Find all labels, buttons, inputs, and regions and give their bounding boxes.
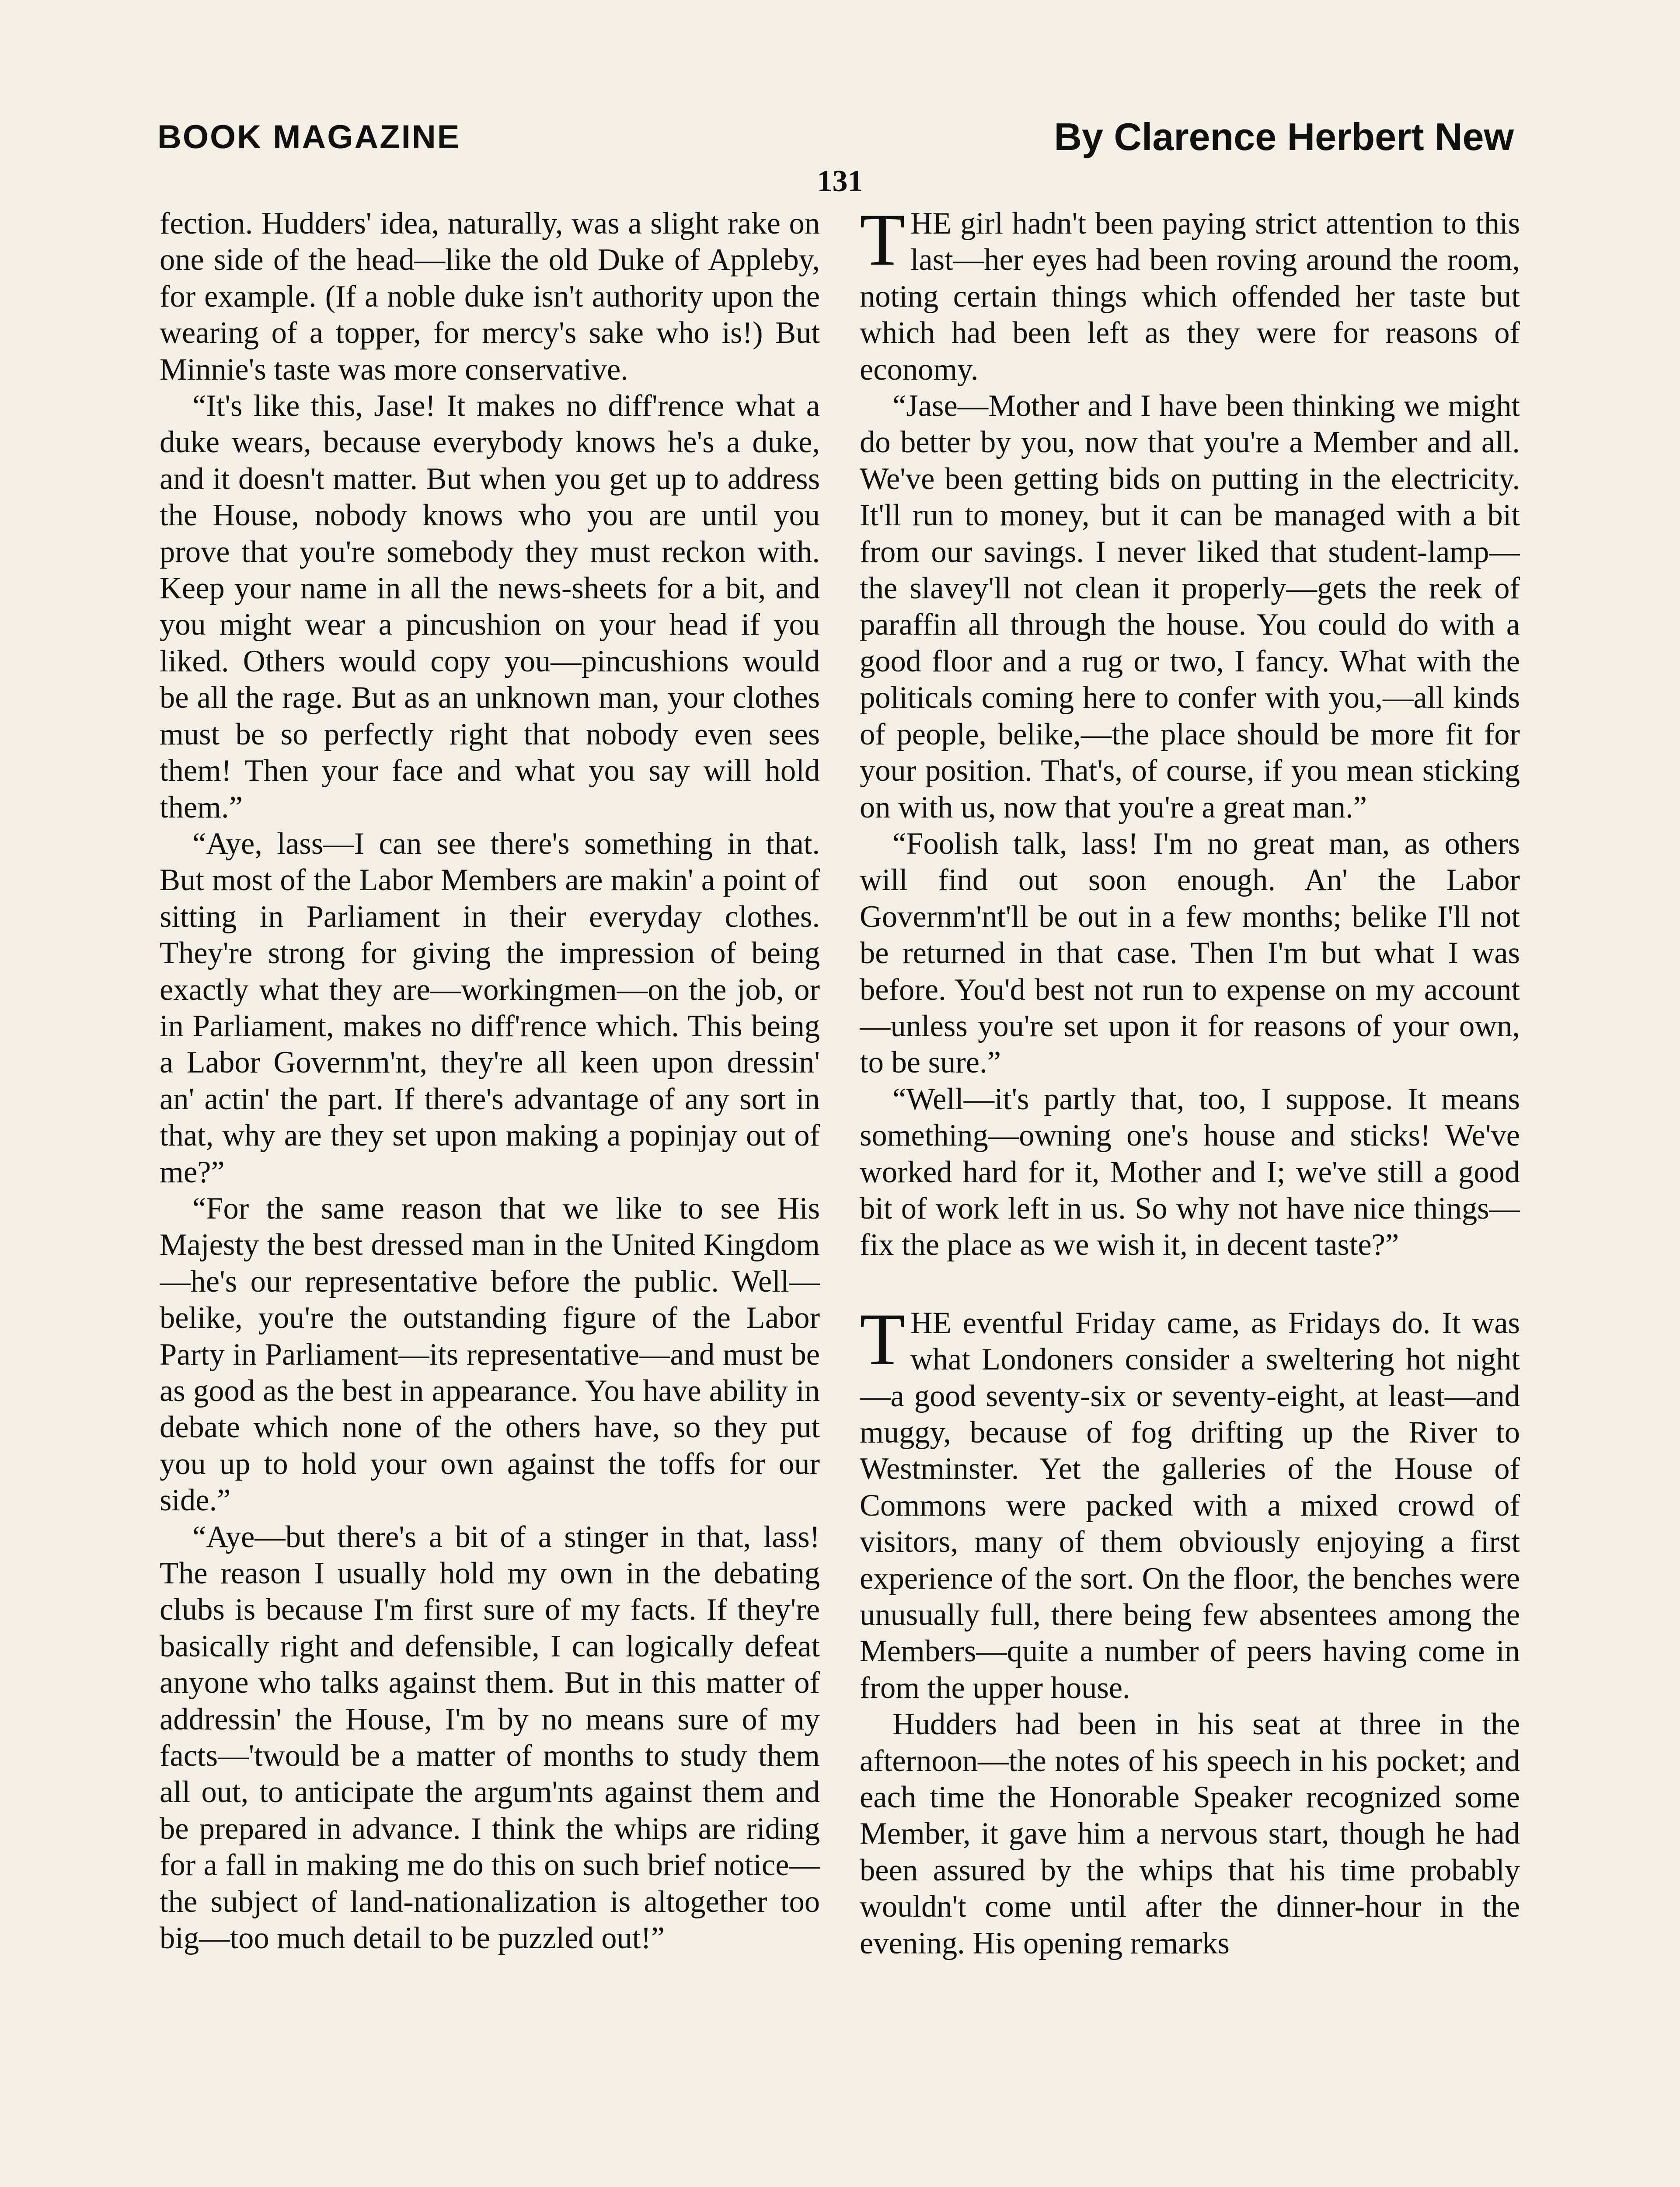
paragraph: “Foolish talk, lass! I'm no great man, as others will find out soon enough. An' the Labor Governm'nt'll be out in a few months; belike I'll not be returned in that case. Then I'm but what I was before. You'd best not run to expense on my account—unless you're set upon it for reasons of your own, to be sure.”: [860, 826, 1520, 1080]
paragraph: “Jase—Mother and I have been thinking we might do better by you, now that you're a Member and all. We've been getting bids on putting in the electricity. It'll run to money, but it can be managed with a bit from our savings. I never liked that student-lamp—the slavey'll not clean it properly—gets the reek of paraffin all through the house. You could do with a good floor and a rug or two, I fancy. What with the politicals coming here to confer with you,—all kinds of people, belike,—the place should be more fit for your position. That's, of course, if you mean sticking on with us, now that you're a great man.”: [860, 389, 1520, 824]
paragraph-text: HE girl hadn't been paying strict attention to this last—her eyes had been roving around the room, noting certain things which offended her taste but which had been left as they were for reasons of economy.: [860, 206, 1520, 387]
right-text-column: [860, 206, 1520, 2187]
paragraph-with-dropcap: [860, 206, 1520, 388]
left-text-column: [160, 206, 820, 2187]
paragraph: Hudders had been in his seat at three in the afternoon—the notes of his speech in his pocket; and each time the Honorable Speaker recognized some Member, it gave him a nervous start, though he had been assured by the whips that his time probably wouldn't come until after the dinner-hour in the evening. His opening remarks: [860, 1707, 1520, 1960]
paragraph: “It's like this, Jase! It makes no diff'rence what a duke wears, because everybody knows he's a duke, and it doesn't matter. But when you get up to address the House, nobody knows who you are until you prove that you're somebody they must reckon with. Keep your name in all the news-sheets for a bit, and you might wear a pincushion on your head if you liked. Others would copy you—pincushions would be all the rage. But as an unknown man, your clothes must be so perfectly right that nobody even sees them! Then your face and what you say will hold them.”: [160, 389, 820, 824]
running-header-title: BOOK MAGAZINE: [157, 119, 461, 156]
drop-cap: T: [860, 1298, 905, 1380]
paragraph: “For the same reason that we like to see His Majesty the best dressed man in the United Kingdom—he's our representative before the public. Well—belike, you're the outstanding figure of the Labor Party in Parliament—its representative—and must be as good as the best in appearance. You have ability in debate which none of the others have, so they put you up to hold your own against the toffs for our side.”: [160, 1191, 820, 1518]
drop-cap: T: [860, 206, 905, 281]
paragraph: “Aye—but there's a bit of a stinger in that, lass! The reason I usually hold my own in the debating clubs is because I'm first sure of my facts. If they're basically right and defensible, I can logically defeat anyone who talks against them. But in this matter of addressin' the House, I'm by no means sure of my facts—'twould be a matter of months to study them all out, to anticipate the argum'nts against them and be prepared in advance. I think the whips are riding for a fall in making me do this on such brief notice—the subject of land-nationalization is altogether too big—too much detail to be puzzled out!”: [160, 1520, 820, 1956]
paragraph-with-dropcap: [860, 1298, 1520, 1706]
page-number: 131: [817, 164, 863, 198]
paragraph-text: HE eventful Friday came, as Fridays do. It was what Londoners consider a sweltering hot night—a good seventy-six or seventy-eight, at least—and muggy, because of fog drifting up the River to Westminster. Yet the galleries of the House of Commons were packed with a mixed crowd of visitors, many of them obviously enjoying a first experience of the sort. On the floor, the benches were unusually full, there being few absentees among the Members—quite a number of peers having come in from the upper house.: [860, 1306, 1520, 1705]
running-header-author: By Clarence Herbert New: [1054, 115, 1514, 158]
paragraph: “Well—it's partly that, too, I suppose. It means something—owning one's house and sticks! We've worked hard for it, Mother and I; we've still a good bit of work left in us. So why not have nice things—fix the place as we wish it, in decent taste?”: [860, 1082, 1520, 1262]
paragraph: fection. Hudders' idea, naturally, was a slight rake on one side of the head—like the old Duke of Appleby, for example. (If a noble duke isn't authority upon the wearing of a topper, for mercy's sake who is!) But Minnie's taste was more conservative.: [160, 206, 820, 387]
paragraph: “Aye, lass—I can see there's something in that. But most of the Labor Members are makin' a point of sitting in Parliament in their everyday clothes. They're strong for giving the impression of being exactly what they are—workingmen—on the job, or in Parliament, makes no diff'rence which. This being a Labor Governm'nt, they're all keen upon dressin' an' actin' the part. If there's advantage of any sort in that, why are they set upon making a popinjay out of me?”: [160, 826, 820, 1189]
